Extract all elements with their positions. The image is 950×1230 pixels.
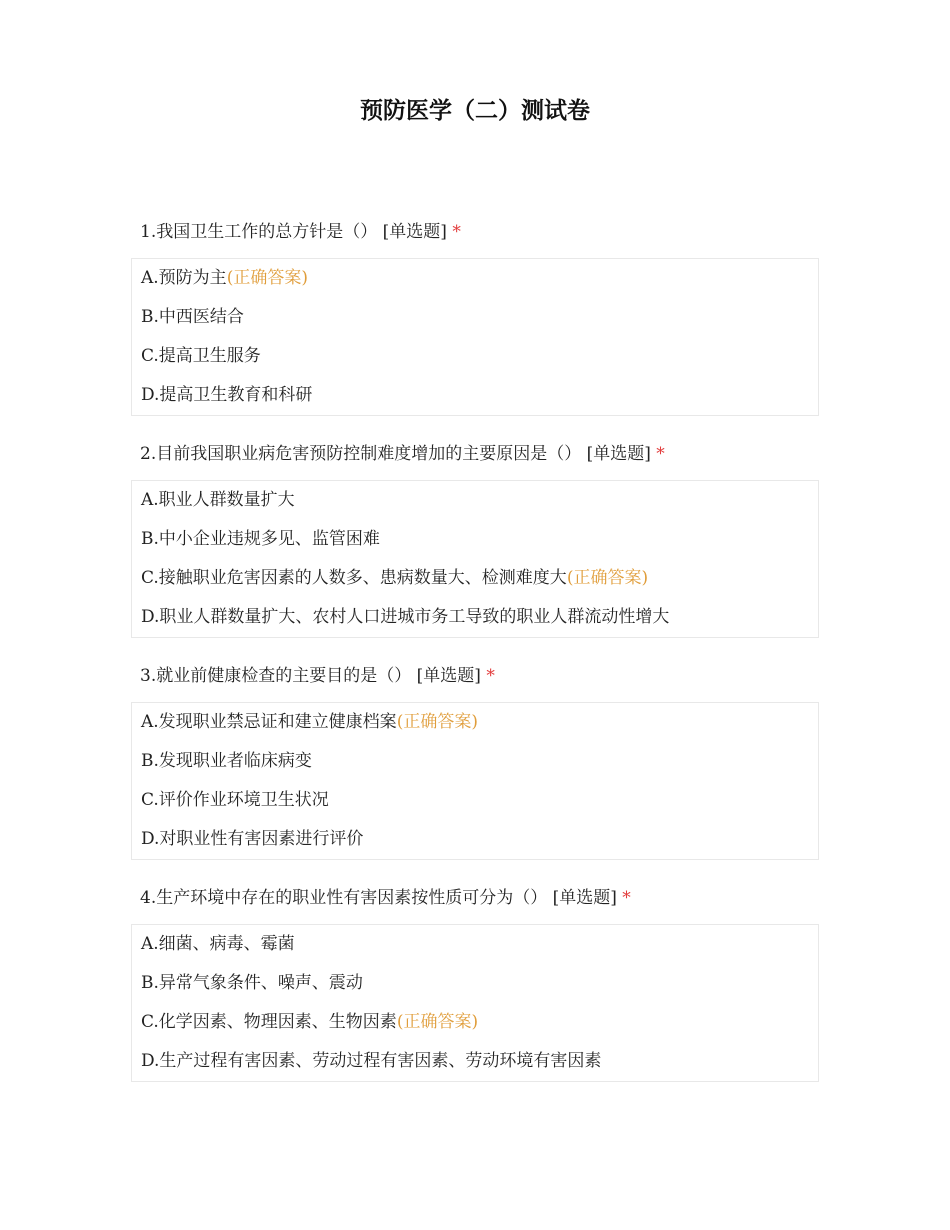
question-type: [单选题] <box>382 222 447 242</box>
question-stem <box>131 876 819 920</box>
option-c <box>132 337 818 376</box>
option-list <box>131 924 819 1082</box>
question-text: 4.生产环境中存在的职业性有害因素按性质可分为（） <box>140 888 548 908</box>
question-stem <box>131 654 819 698</box>
option-a <box>132 259 818 298</box>
question-stem <box>131 210 819 254</box>
question-3 <box>131 654 819 860</box>
option-c <box>132 781 818 820</box>
question-2 <box>131 432 819 638</box>
option-text: A.发现职业禁忌证和建立健康档案 <box>141 712 397 732</box>
option-text: C.接触职业危害因素的人数多、患病数量大、检测难度大 <box>141 568 567 588</box>
correct-answer-tag: (正确答案) <box>226 268 308 288</box>
option-b <box>132 742 818 781</box>
option-text: D.生产过程有害因素、劳动过程有害因素、劳动环境有害因素 <box>141 1051 602 1071</box>
option-text: C.提高卫生服务 <box>141 346 261 366</box>
correct-answer-tag: (正确答案) <box>396 712 478 732</box>
option-text: D.对职业性有害因素进行评价 <box>141 829 364 849</box>
question-list <box>131 210 819 1098</box>
question-type: [单选题] <box>416 666 481 686</box>
option-list <box>131 702 819 860</box>
option-text: D.职业人群数量扩大、农村人口进城市务工导致的职业人群流动性增大 <box>141 607 670 627</box>
correct-answer-tag: (正确答案) <box>566 568 649 588</box>
option-text: B.中小企业违规多见、监管困难 <box>141 529 380 549</box>
option-b <box>132 964 818 1003</box>
option-text: A.预防为主 <box>141 268 227 288</box>
required-mark: * <box>486 666 495 686</box>
required-mark: * <box>656 444 665 464</box>
option-text: D.提高卫生教育和科研 <box>141 385 313 405</box>
option-text: B.中西医结合 <box>141 307 244 327</box>
question-1 <box>131 210 819 416</box>
option-a <box>132 481 818 520</box>
option-b <box>132 520 818 559</box>
question-stem <box>131 432 819 476</box>
question-4 <box>131 876 819 1082</box>
option-c <box>132 559 818 598</box>
option-a <box>132 703 818 742</box>
option-text: C.评价作业环境卫生状况 <box>141 790 329 810</box>
required-mark: * <box>452 222 461 242</box>
question-type: [单选题] <box>552 888 617 908</box>
question-type: [单选题] <box>586 444 651 464</box>
option-text: A.职业人群数量扩大 <box>141 490 295 510</box>
option-b <box>132 298 818 337</box>
question-text: 1.我国卫生工作的总方针是（） <box>140 222 378 242</box>
option-a <box>132 925 818 964</box>
option-c <box>132 1003 818 1042</box>
option-text: B.发现职业者临床病变 <box>141 751 312 771</box>
option-text: C.化学因素、物理因素、生物因素 <box>141 1012 397 1032</box>
required-mark: * <box>622 888 631 908</box>
option-text: A.细菌、病毒、霉菌 <box>141 934 295 954</box>
option-list <box>131 258 819 416</box>
option-list <box>131 480 819 638</box>
page-title: 预防医学（二）测试卷 <box>360 98 590 124</box>
option-d <box>132 820 818 859</box>
option-d <box>132 598 818 637</box>
correct-answer-tag: (正确答案) <box>396 1012 479 1032</box>
question-text: 2.目前我国职业病危害预防控制难度增加的主要原因是（） <box>140 444 582 464</box>
question-text: 3.就业前健康检查的主要目的是（） <box>140 666 412 686</box>
option-text: B.异常气象条件、噪声、震动 <box>141 973 363 993</box>
option-d <box>132 1042 818 1081</box>
option-d <box>132 376 818 415</box>
